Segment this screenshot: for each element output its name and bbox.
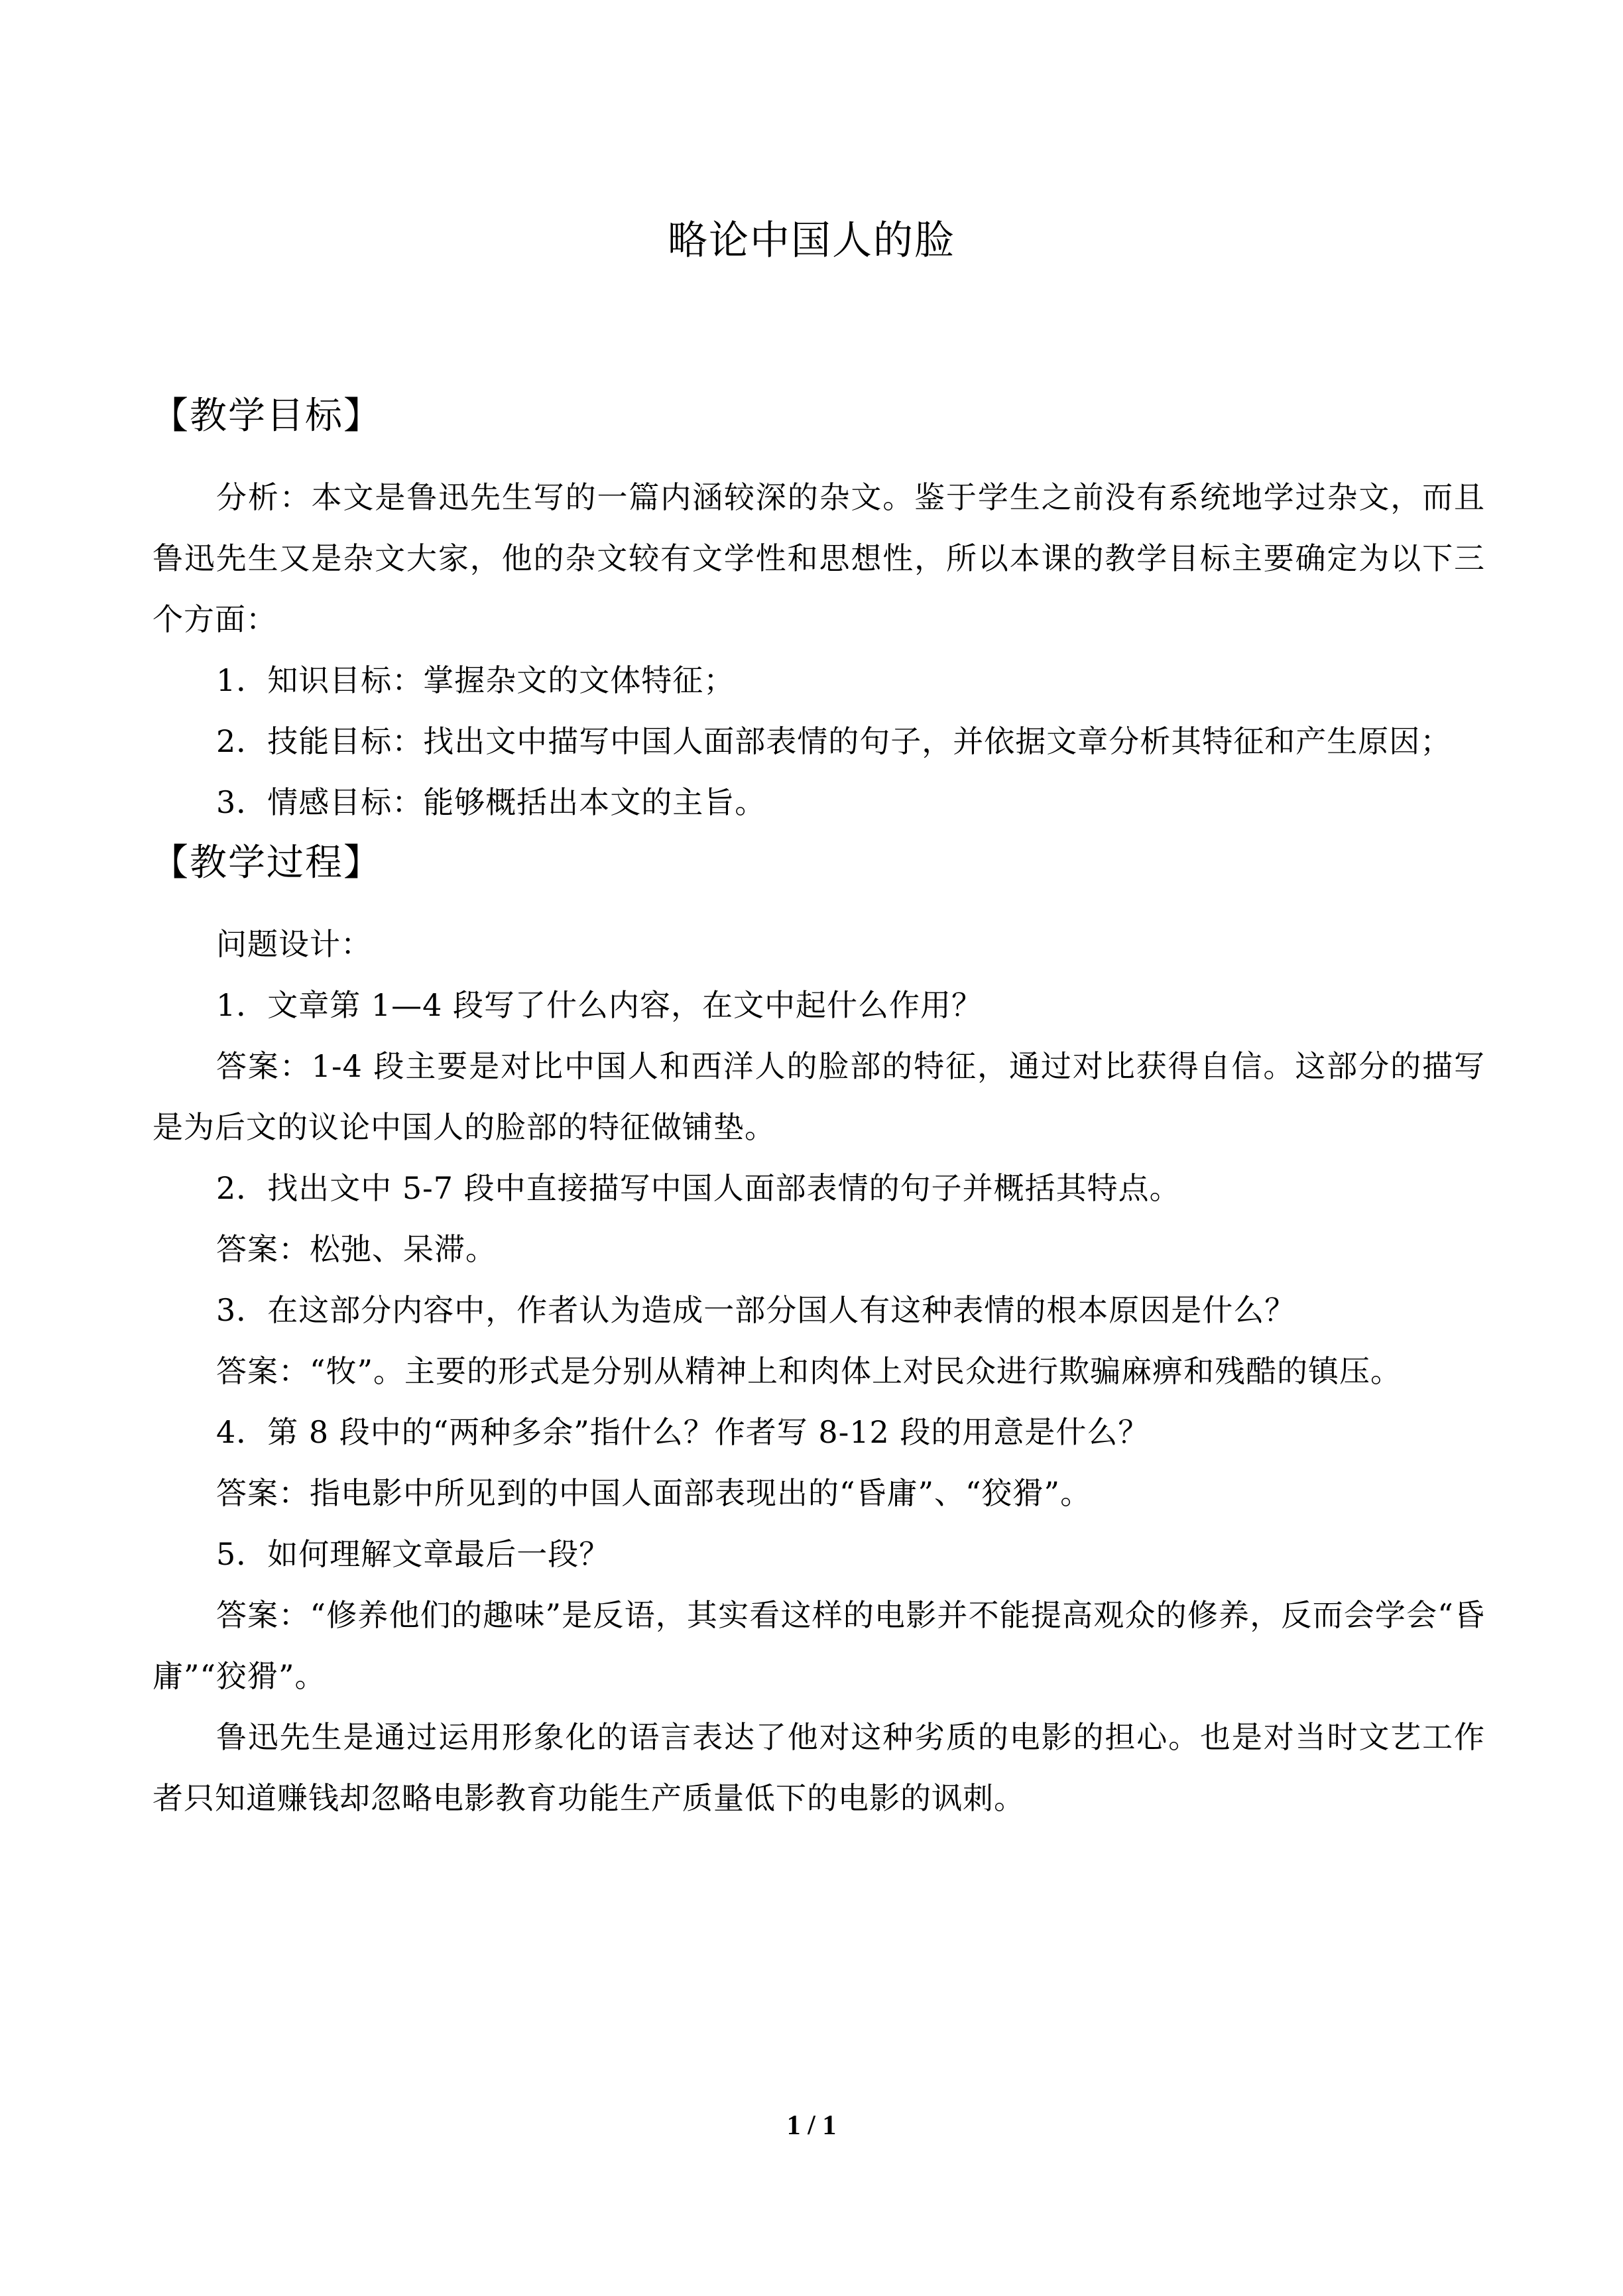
goals-analysis-paragraph: 分析：本文是鲁迅先生写的一篇内涵较深的杂文。鉴于学生之前没有系统地学过杂文，而且鲁迅先生又是杂文大家，他的杂文较有文学性和思想性，所以本课的教学目标主要确定为以下三个方面： xyxy=(152,479,1485,637)
process-intro: 问题设计： xyxy=(216,926,372,962)
answer-4: 答案：指电影中所见到的中国人面部表现出的“昏庸”、“狡猾”。 xyxy=(216,1475,1092,1511)
answer-2: 答案：松弛、呆滞。 xyxy=(216,1231,497,1267)
goal-skill: 2．技能目标：找出文中描写中国人面部表情的句子，并依据文章分析其特征和产生原因； xyxy=(216,723,1452,759)
section-heading-teaching-process: 【教学过程】 xyxy=(151,841,382,884)
document-title: 略论中国人的脸 xyxy=(668,217,955,264)
goal-knowledge: 1．知识目标：掌握杂文的文体特征； xyxy=(216,662,735,698)
section-heading-teaching-goals: 【教学目标】 xyxy=(151,394,382,438)
question-3: 3．在这部分内容中，作者认为造成一部分国人有这种表情的根本原因是什么？ xyxy=(216,1292,1296,1328)
page-number: 1 / 1 xyxy=(786,2110,837,2141)
answer-3: 答案：“牧”。主要的形式是分别从精神上和肉体上对民众进行欺骗麻痹和残酷的镇压。 xyxy=(216,1353,1402,1389)
question-5: 5．如何理解文章最后一段？ xyxy=(216,1536,611,1572)
question-2: 2．找出文中 5-7 段中直接描写中国人面部表情的句子并概括其特点。 xyxy=(216,1170,1181,1206)
question-4: 4．第 8 段中的“两种多余”指什么？作者写 8-12 段的用意是什么？ xyxy=(216,1414,1150,1450)
goal-emotion: 3．情感目标：能够概括出本文的主旨。 xyxy=(216,784,766,820)
answer-1: 答案：1-4 段主要是对比中国人和西洋人的脸部的特征，通过对比获得自信。这部分的描写是为后文的议论中国人的脸部的特征做铺垫。 xyxy=(152,1048,1485,1145)
answer-5: 答案：“修养他们的趣味”是反语，其实看这样的电影并不能提高观众的修养，反而会学会“昏庸”“狡猾”。 xyxy=(152,1597,1485,1694)
question-1: 1．文章第 1—4 段写了什么内容，在文中起什么作用？ xyxy=(216,987,983,1023)
conclusion-paragraph: 鲁迅先生是通过运用形象化的语言表达了他对这种劣质的电影的担心。也是对当时文艺工作者只知道赚钱却忽略电影教育功能生产质量低下的电影的讽刺。 xyxy=(152,1719,1485,1816)
